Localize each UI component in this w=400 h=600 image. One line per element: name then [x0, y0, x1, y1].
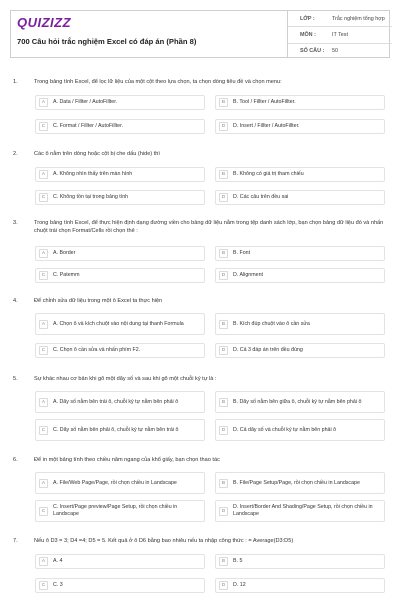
question-7: [10, 537, 390, 588]
option-text: C. 3: [53, 582, 63, 588]
question-number: 3.: [13, 220, 18, 226]
option-d[interactable]: [215, 119, 385, 134]
option-text: B. Font: [233, 250, 251, 256]
option-text: D. Insert / Fillter / AutoFillter.: [233, 123, 300, 129]
worksheet-header: [10, 10, 390, 58]
option-letter-badge: D: [219, 346, 228, 355]
option-d[interactable]: [215, 190, 385, 205]
option-text: C. Dãy số nằm bên phải ô, chuỗi ký tự nằm bên trái ô: [53, 426, 179, 433]
option-letter-badge: D: [219, 507, 228, 516]
option-text: C. Patemm: [53, 272, 80, 278]
question-5: [10, 375, 390, 433]
meta-key: LỚP :: [300, 15, 315, 22]
option-b[interactable]: [215, 313, 385, 335]
option-letter-badge: A: [39, 557, 48, 566]
meta-key: SỐ CÂU :: [300, 48, 325, 55]
question-text: Trong bảng tính Excel, để thực hiện định dạng đường viền cho bảng dữ liệu nằm trong tệp danh sách lớp, bạn chọn bảng dữ liệu đó và nhấn chuột trái chọn Format/Cells rồi chọn thẻ :: [34, 220, 384, 234]
option-d[interactable]: [215, 343, 385, 358]
option-a[interactable]: [35, 472, 205, 494]
question-number: 6.: [13, 457, 18, 463]
option-b[interactable]: [215, 554, 385, 569]
option-text: B. Không có giá trị tham chiếu: [233, 171, 304, 177]
option-b[interactable]: [215, 472, 385, 494]
meta-value: 50: [332, 48, 338, 55]
option-text: A. 4: [53, 558, 63, 564]
option-text: A. File/Web Page/Page, rồi chọn chiều in Landscape: [53, 479, 177, 486]
meta-row-subject: [288, 27, 392, 43]
question-number: 7.: [13, 538, 18, 544]
option-b[interactable]: [215, 246, 385, 261]
meta-value: IT Test: [332, 31, 348, 38]
option-letter-badge: B: [219, 249, 228, 258]
option-letter-badge: D: [219, 581, 228, 590]
question-number: 4.: [13, 298, 18, 304]
option-text: D. Cả dãy số và chuỗi ký tự nằm bên phải ô: [233, 426, 337, 433]
option-letter-badge: B: [219, 320, 228, 329]
option-c[interactable]: [35, 578, 205, 593]
option-c[interactable]: [35, 500, 205, 522]
option-letter-badge: C: [39, 193, 48, 202]
question-6: [10, 456, 390, 517]
option-b[interactable]: [215, 95, 385, 110]
question-text: Để chỉnh sửa dữ liệu trong một ô Excel ta thực hiện: [34, 298, 163, 304]
option-d[interactable]: [215, 500, 385, 522]
option-text: B. 5: [233, 558, 243, 564]
question-text: Trong bảng tính Excel, để lọc lữ liệu của một cột theo lựa chọn, ta chọn dòng tiêu đề và chọn menu:: [34, 79, 282, 85]
option-letter-badge: C: [39, 507, 48, 516]
option-text: D. Insert/Border And Shading/Page Setup, rồi chọn chiều in Landscape: [233, 504, 373, 517]
option-text: B. Tool / Fillter / AutoFillter.: [233, 99, 296, 105]
option-letter-badge: D: [219, 193, 228, 202]
option-text: D. Alignment: [233, 272, 264, 278]
option-letter-badge: A: [39, 479, 48, 488]
option-text: B. Dãy số nằm bên giữa ô, chuỗi ký tự nằm bên phải ô: [233, 398, 362, 405]
option-text: B. File/Page Setup/Page, rồi chọn chiều in Landscape: [233, 479, 360, 486]
option-letter-badge: B: [219, 398, 228, 407]
option-letter-badge: A: [39, 249, 48, 258]
question-number: 1.: [13, 79, 18, 85]
option-c[interactable]: [35, 119, 205, 134]
option-a[interactable]: [35, 167, 205, 182]
question-3: [10, 219, 390, 278]
option-text: A. Chọn ô và kích chuột vào nội dung tại thanh Formula: [53, 320, 184, 327]
option-letter-badge: C: [39, 122, 48, 131]
option-a[interactable]: [35, 313, 205, 335]
option-a[interactable]: [35, 95, 205, 110]
option-letter-badge: D: [219, 122, 228, 131]
option-letter-badge: A: [39, 98, 48, 107]
option-b[interactable]: [215, 391, 385, 413]
question-1: [10, 78, 390, 129]
question-number: 5.: [13, 376, 18, 382]
option-text: A. Không nhìn thấy trên màn hình: [53, 171, 133, 177]
meta-table: [287, 11, 392, 57]
option-d[interactable]: [215, 268, 385, 283]
page-title: 700 Câu hỏi trắc nghiệm Excel có đáp án (Phần 8): [17, 37, 197, 46]
question-number: 2.: [13, 151, 18, 157]
option-letter-badge: B: [219, 170, 228, 179]
option-text: A. Data / Fillter / AutoFillter.: [53, 99, 118, 105]
meta-row-count: [288, 44, 392, 59]
question-text: Để in một bảng tính theo chiều năm ngang của khổ giấy, bạn chọn thao tác: [34, 457, 220, 463]
option-letter-badge: D: [219, 271, 228, 280]
option-c[interactable]: [35, 190, 205, 205]
option-text: D. Cả 3 đáp án trên đều đúng: [233, 347, 303, 353]
option-letter-badge: C: [39, 426, 48, 435]
option-d[interactable]: [215, 419, 385, 441]
meta-key: MÔN :: [300, 31, 316, 38]
option-letter-badge: D: [219, 426, 228, 435]
option-c[interactable]: [35, 268, 205, 283]
question-2: [10, 150, 390, 200]
option-text: C. Format / Fillter / AutoFillter.: [53, 123, 124, 129]
option-letter-badge: B: [219, 479, 228, 488]
option-text: C. Chọn ô cần sửa và nhấn phím F2.: [53, 347, 141, 353]
question-text: Nếu ô D3 = 3; D4 =4; D5 = 5. Kết quả ở ô D6 bằng bao nhiêu nếu ta nhập công thức : = Average(D3:D5): [34, 538, 294, 544]
option-c[interactable]: [35, 419, 205, 441]
option-d[interactable]: [215, 578, 385, 593]
option-a[interactable]: [35, 246, 205, 261]
option-text: C. Insert/Page preview/Page Setup, rồi chọn chiều in Landscape: [53, 504, 178, 517]
meta-row-class: [288, 11, 392, 27]
option-text: A. Dãy số nằm bên trái ô, chuỗi ký tự nằm bên phải ô: [53, 398, 179, 405]
option-letter-badge: C: [39, 581, 48, 590]
option-letter-badge: C: [39, 271, 48, 280]
option-a[interactable]: [35, 554, 205, 569]
option-text: A. Border: [53, 250, 76, 256]
question-4: [10, 297, 390, 353]
option-letter-badge: A: [39, 170, 48, 179]
option-text: D. Các câu trên đều sai: [233, 194, 289, 200]
option-text: D. 12: [233, 582, 246, 588]
option-a[interactable]: [35, 391, 205, 413]
option-letter-badge: C: [39, 346, 48, 355]
option-text: B. Kích đúp chuột vào ô cần sửa: [233, 320, 310, 327]
option-text: C. Không tồn tại trong bảng tính: [53, 194, 129, 200]
quizizz-logo: QUIZIZZ: [17, 15, 72, 30]
option-letter-badge: B: [219, 98, 228, 107]
question-text: Các ô nằm trên dòng hoặc cột bị che dấu (hide) thì: [34, 151, 160, 157]
meta-value: Trắc nghiệm tổng hợp: [332, 15, 385, 22]
question-text: Sự khác nhau cơ bản khi gõ một dãy số và sau khi gõ một chuỗi ký tự là :: [34, 376, 217, 382]
option-letter-badge: A: [39, 398, 48, 407]
option-c[interactable]: [35, 343, 205, 358]
option-b[interactable]: [215, 167, 385, 182]
option-letter-badge: A: [39, 320, 48, 329]
option-letter-badge: B: [219, 557, 228, 566]
